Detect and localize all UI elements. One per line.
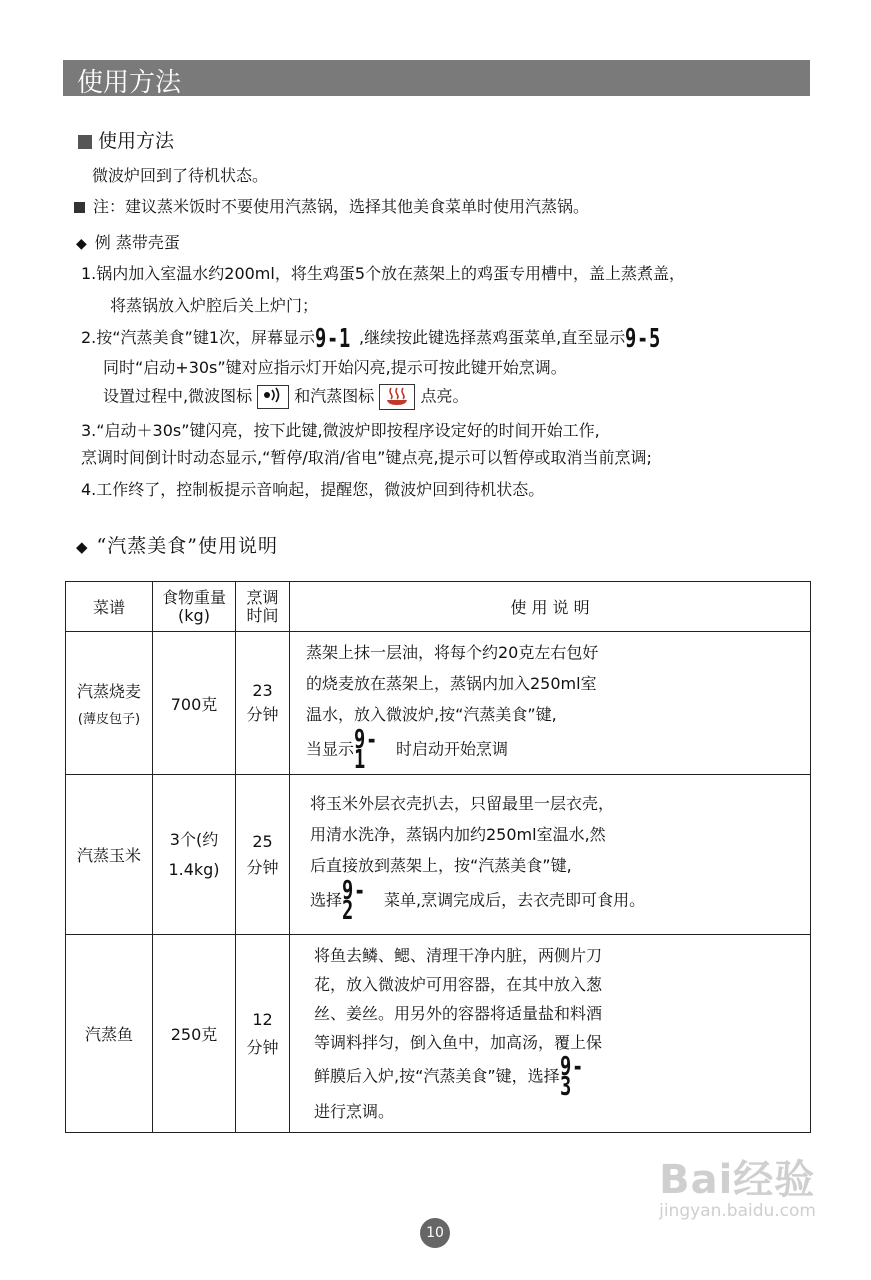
page-title: 使用方法: [77, 68, 182, 98]
time-cell: [236, 632, 290, 775]
desc-line: 蒸架上抹一层油，将每个约20克左右包好: [306, 642, 599, 662]
header-time: [236, 582, 290, 632]
steam-icon: [379, 384, 415, 410]
desc-line: [310, 876, 810, 926]
baidu-watermark: [659, 1148, 816, 1221]
desc-line: 将鱼去鳞、鳃、清理干净内脏，两侧片刀: [314, 946, 603, 965]
time-value: 12: [252, 1009, 273, 1029]
step2-text-c: 设置过程中,微波图标: [103, 386, 253, 406]
step2-line3: [103, 384, 469, 410]
note-text: [74, 197, 589, 217]
watermark-brand: Bai经验: [659, 1157, 816, 1203]
step4-line: 4.工作终了，控制板提示音响起，提醒您，微波炉回到待机状态。: [81, 480, 545, 499]
desc-line: 用清水洗净，蒸锅内加约250ml室温水,然: [310, 825, 606, 844]
step3-line2: 烹调时间倒计时动态显示,“暂停/取消/省电”键点亮,提示可以暂停或取消当前烹调;: [81, 448, 652, 467]
weight-cell: 700克: [153, 632, 236, 775]
diamond-bullet-icon: ◆: [76, 236, 87, 252]
step1-line1: 1.锅内加入室温水约200ml，将生鸡蛋5个放在蒸架上的鸡蛋专用槽中，盖上蒸煮盖，: [81, 264, 686, 283]
steam-menu-table: [65, 581, 811, 1133]
note-content: 注：建议蒸米饭时不要使用汽蒸锅，选择其他美食菜单时使用汽蒸锅。: [93, 197, 590, 216]
step1-line2: 将蒸锅放入炉腔后关上炉门；: [110, 296, 319, 315]
header-bar: [63, 60, 810, 96]
table-row: [66, 775, 811, 935]
time-unit: 分钟: [246, 1037, 279, 1057]
desc-line: 将玉米外层衣壳扒去，只留最里一层衣壳，: [310, 794, 615, 813]
desc-line: [314, 1052, 810, 1102]
usage-heading: [76, 531, 278, 558]
time-cell: [236, 935, 290, 1133]
square-bullet-icon: [78, 135, 92, 149]
header-time-line1: 烹调: [246, 587, 279, 607]
desc-text: 选择: [310, 890, 343, 910]
time-unit: 分钟: [246, 705, 279, 724]
time-value: 25: [252, 831, 273, 851]
header-weight-line1: 食物重量: [161, 587, 226, 607]
desc-cell: [290, 632, 811, 775]
recipe-sub: (薄皮包子): [77, 712, 141, 727]
table-header-row: [66, 582, 811, 632]
desc-cell: [290, 775, 811, 935]
recipe-cell: [66, 632, 153, 775]
desc-text: 鲜膜后入炉,按“汽蒸美食”键，选择: [314, 1066, 560, 1086]
microwave-wave-icon: [257, 385, 289, 409]
header-recipe: 菜谱: [66, 582, 153, 632]
usage-heading-text: “汽蒸美食”使用说明: [96, 535, 278, 557]
header-time-line2: 时间: [246, 605, 279, 625]
desc-text: 菜单,烹调完成后，去衣壳即可食用。: [384, 890, 646, 910]
display-code: 9-2: [342, 876, 367, 926]
time-value: 23: [252, 681, 273, 700]
table-row: [66, 935, 811, 1133]
desc-line: 温水，放入微波炉,按“汽蒸美食”键,: [306, 704, 557, 724]
step2-text-e: 点亮。: [420, 386, 469, 406]
desc-text: 时启动开始烹调: [396, 739, 509, 758]
desc-text: 当显示: [306, 739, 355, 758]
weight-line: 1.4kg): [168, 859, 220, 879]
example-heading: [76, 233, 180, 254]
diamond-bullet-icon: ◆: [76, 538, 89, 556]
display-code: 9-1: [354, 724, 379, 775]
desc-line: 进行烹调。: [314, 1102, 395, 1121]
step2-line2: 同时“启动+30s”键对应指示灯开始闪亮,提示可按此键开始烹调。: [103, 358, 567, 377]
recipe-cell: 汽蒸鱼: [66, 935, 153, 1133]
desc-line: 等调料拌匀，倒入鱼中，加高汤，覆上保: [314, 1033, 603, 1052]
display-code: 9-5: [625, 323, 662, 354]
weight-cell: [153, 775, 236, 935]
desc-line: [306, 724, 810, 775]
weight-cell: 250克: [153, 935, 236, 1133]
step2-text-b: ,继续按此键选择蒸鸡蛋菜单,直至显示: [359, 328, 626, 347]
display-code: 9-3: [559, 1052, 584, 1102]
example-heading-text: 例 蒸带壳蛋: [94, 233, 180, 252]
time-unit: 分钟: [246, 857, 279, 877]
time-cell: [236, 775, 290, 935]
recipe-name: 汽蒸烧麦: [76, 682, 141, 701]
desc-line: 花，放入微波炉可用容器，在其中放入葱: [314, 975, 603, 994]
section-heading-text: 使用方法: [98, 130, 175, 152]
standby-text: 微波炉回到了待机状态。: [92, 166, 269, 185]
desc-line: 丝、姜丝。用另外的容器将适量盐和料酒: [314, 1004, 603, 1023]
step2-text-a: 2.按“汽蒸美食”键1次，屏幕显示: [81, 328, 316, 347]
display-code: 9-1: [315, 323, 352, 354]
desc-cell: [290, 935, 811, 1133]
page-number: 10: [420, 1218, 450, 1248]
weight-line: 3个(约: [169, 829, 219, 849]
header-weight-line2: (kg): [178, 605, 210, 625]
recipe-cell: 汽蒸玉米: [66, 775, 153, 935]
step2-line1: [81, 323, 669, 354]
step2-text-d: 和汽蒸图标: [294, 386, 375, 406]
header-desc: 使 用 说 明: [290, 582, 811, 632]
header-weight: [153, 582, 236, 632]
watermark-url: jingyan.baidu.com: [659, 1201, 816, 1221]
desc-line: 后直接放到蒸架上，按“汽蒸美食”键,: [310, 856, 572, 875]
desc-line: 的烧麦放在蒸架上，蒸锅内加入250ml室: [306, 673, 597, 693]
step3-line1: 3.“启动＋30s”键闪亮，按下此键,微波炉即按程序设定好的时间开始工作,: [81, 421, 600, 440]
section-heading: [78, 126, 174, 153]
table-row: [66, 632, 811, 775]
square-bullet-icon: [74, 202, 85, 213]
